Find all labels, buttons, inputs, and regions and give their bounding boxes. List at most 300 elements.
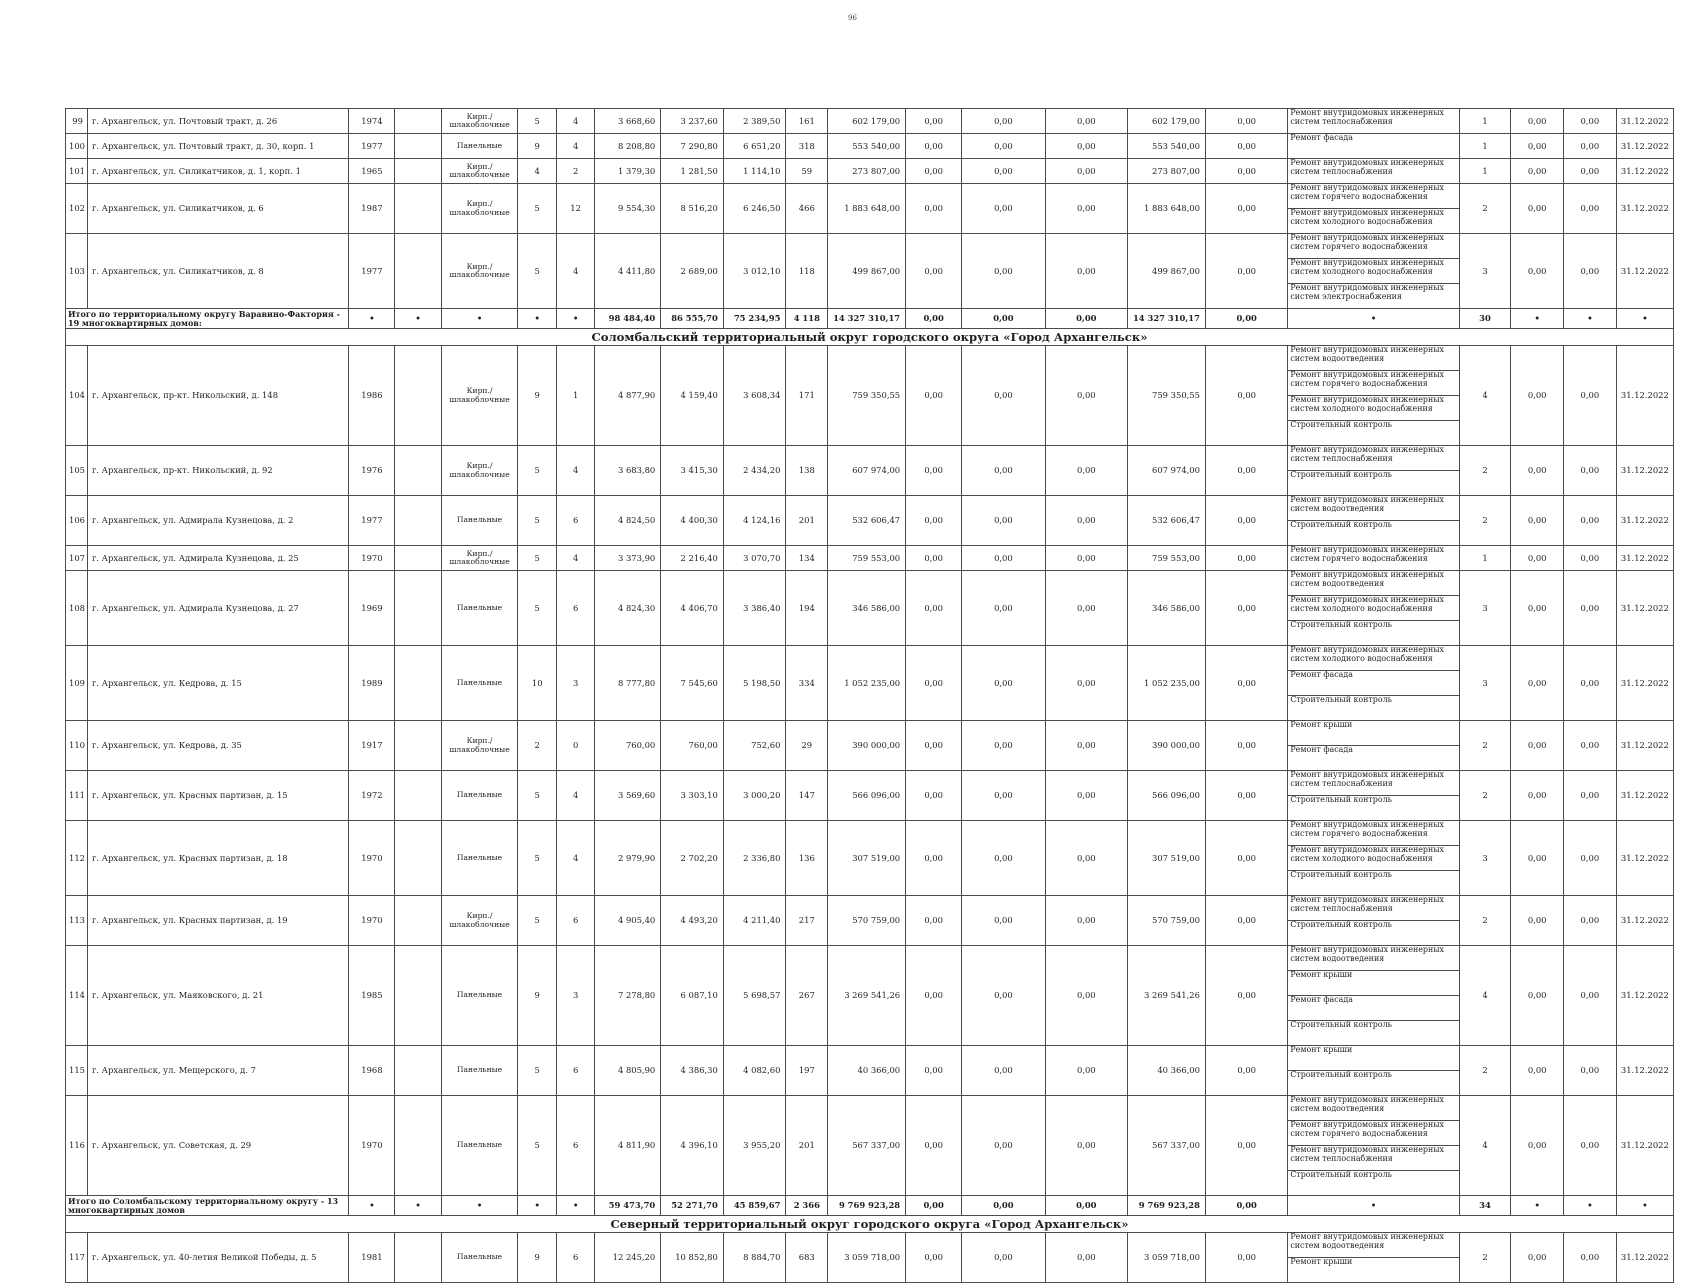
private-area: 8 884,70 xyxy=(723,1233,786,1283)
completion-deadline: 31.12.2022 xyxy=(1616,184,1673,234)
wall-material: Панельные xyxy=(441,1046,518,1096)
overhaul-year xyxy=(395,821,441,896)
district-heading-row xyxy=(66,1216,1674,1233)
repair-work-item: Ремонт фасада xyxy=(1288,671,1458,696)
repair-work-item: Ремонт внутридомовых инженерных систем холодного водоснабжения xyxy=(1290,208,1444,226)
repair-work-item: Строительный контроль xyxy=(1290,795,1392,804)
row-number: 105 xyxy=(66,446,88,496)
placeholder-dot: • xyxy=(441,309,518,329)
fund-other: 0,00 xyxy=(1205,946,1287,1046)
fund-region: 0,00 xyxy=(962,946,1045,1046)
resident-sum: 4 118 xyxy=(786,309,828,329)
resident-count: 197 xyxy=(786,1046,828,1096)
entrance-count: 6 xyxy=(556,496,594,546)
entrance-count: 4 xyxy=(556,771,594,821)
total-area: 760,00 xyxy=(595,721,661,771)
placeholder-dot: • xyxy=(349,1196,395,1216)
resident-count: 334 xyxy=(786,646,828,721)
fund-federal: 0,00 xyxy=(906,134,962,159)
commissioning-year: 1970 xyxy=(349,546,395,571)
specific-cost: 0,00 xyxy=(1511,109,1564,134)
fund-owners-sum: 14 327 310,17 xyxy=(1128,309,1206,329)
row-number: 113 xyxy=(66,896,88,946)
repair-works-list xyxy=(1288,109,1459,134)
row-number: 107 xyxy=(66,546,88,571)
living-area: 6 087,10 xyxy=(661,946,724,1046)
overhaul-year xyxy=(395,546,441,571)
fund-other: 0,00 xyxy=(1205,546,1287,571)
floor-count: 5 xyxy=(518,1096,556,1196)
fund-region: 0,00 xyxy=(962,546,1045,571)
repair-work-item: Ремонт внутридомовых инженерных систем водоотведения xyxy=(1288,946,1458,971)
completion-deadline: 31.12.2022 xyxy=(1616,546,1673,571)
overhaul-year xyxy=(395,159,441,184)
floor-count: 5 xyxy=(518,446,556,496)
total-area: 4 811,90 xyxy=(595,1096,661,1196)
wall-material: Панельные xyxy=(441,134,518,159)
fund-region: 0,00 xyxy=(962,771,1045,821)
repair-work-item: Строительный контроль xyxy=(1290,1070,1392,1079)
specific-cost: 0,00 xyxy=(1511,159,1564,184)
fund-other-sum: 0,00 xyxy=(1205,309,1287,329)
floor-count: 5 xyxy=(518,184,556,234)
repair-work-item: Строительный контроль xyxy=(1290,520,1392,529)
repair-work-item: Ремонт фасада xyxy=(1290,745,1353,754)
commissioning-year: 1969 xyxy=(349,571,395,646)
row-number: 104 xyxy=(66,346,88,446)
fund-region: 0,00 xyxy=(962,1046,1045,1096)
overhaul-year xyxy=(395,346,441,446)
district-total-row xyxy=(66,1196,1674,1216)
repair-cost-total: 40 366,00 xyxy=(828,1046,906,1096)
max-cost: 0,00 xyxy=(1564,1096,1617,1196)
fund-owners: 1 883 648,00 xyxy=(1128,184,1206,234)
floor-count: 9 xyxy=(518,134,556,159)
building-row xyxy=(66,946,1674,1046)
overhaul-year xyxy=(395,1046,441,1096)
repair-work-item: Ремонт внутридомовых инженерных систем водоотведения xyxy=(1288,496,1458,521)
entrance-count: 0 xyxy=(556,721,594,771)
max-cost: 0,00 xyxy=(1564,234,1617,309)
resident-count: 136 xyxy=(786,821,828,896)
total-area: 3 569,60 xyxy=(595,771,661,821)
building-row xyxy=(66,646,1674,721)
fund-other: 0,00 xyxy=(1205,771,1287,821)
commissioning-year: 1970 xyxy=(349,896,395,946)
overhaul-year xyxy=(395,946,441,1046)
repair-work-item: Строительный контроль xyxy=(1290,620,1392,629)
floor-count: 9 xyxy=(518,1233,556,1283)
repair-work-item: Строительный контроль xyxy=(1290,470,1392,479)
fund-city: 0,00 xyxy=(1045,646,1127,721)
placeholder-dot: • xyxy=(395,309,441,329)
building-row xyxy=(66,1233,1674,1283)
wall-material: Панельные xyxy=(441,646,518,721)
fund-other: 0,00 xyxy=(1205,446,1287,496)
building-address: г. Архангельск, ул. Советская, д. 29 xyxy=(87,1096,348,1196)
building-address: г. Архангельск, ул. Кедрова, д. 15 xyxy=(87,646,348,721)
max-cost: 0,00 xyxy=(1564,1046,1617,1096)
wall-material: Кирп./ шлакоблочные xyxy=(441,896,518,946)
fund-federal: 0,00 xyxy=(906,821,962,896)
repair-works-list xyxy=(1288,721,1459,771)
floor-count: 5 xyxy=(518,1046,556,1096)
total-area: 2 979,90 xyxy=(595,821,661,896)
repair-works-list xyxy=(1288,946,1459,1046)
fund-other: 0,00 xyxy=(1205,821,1287,896)
entrance-count: 4 xyxy=(556,446,594,496)
living-area: 7 290,80 xyxy=(661,134,724,159)
wall-material: Панельные xyxy=(441,1096,518,1196)
private-area: 3 386,40 xyxy=(723,571,786,646)
placeholder-dot: • xyxy=(556,309,594,329)
building-address: г. Архангельск, пр-кт. Никольский, д. 148 xyxy=(87,346,348,446)
private-area: 3 955,20 xyxy=(723,1096,786,1196)
fund-city-sum: 0,00 xyxy=(1045,1196,1127,1216)
row-number: 115 xyxy=(66,1046,88,1096)
overhaul-year xyxy=(395,571,441,646)
placeholder-dot: • xyxy=(349,309,395,329)
repair-work-item: Ремонт внутридомовых инженерных систем электроснабжения xyxy=(1290,283,1444,301)
fund-owners: 567 337,00 xyxy=(1128,1096,1206,1196)
overhaul-year xyxy=(395,496,441,546)
repair-work-item: Ремонт внутридомовых инженерных систем водоотведения xyxy=(1288,346,1458,371)
fund-owners: 499 867,00 xyxy=(1128,234,1206,309)
repair-cost-total: 3 269 541,26 xyxy=(828,946,906,1046)
floor-count: 5 xyxy=(518,771,556,821)
fund-region: 0,00 xyxy=(962,496,1045,546)
resident-sum: 2 366 xyxy=(786,1196,828,1216)
fund-city: 0,00 xyxy=(1045,159,1127,184)
total-area: 7 278,80 xyxy=(595,946,661,1046)
entrance-count: 1 xyxy=(556,346,594,446)
wall-material: Панельные xyxy=(441,946,518,1046)
fund-owners: 346 586,00 xyxy=(1128,571,1206,646)
floor-count: 10 xyxy=(518,646,556,721)
repair-works-list xyxy=(1288,1096,1459,1196)
repair-work-item: Ремонт крыши xyxy=(1288,1046,1458,1071)
fund-other: 0,00 xyxy=(1205,1046,1287,1096)
building-row xyxy=(66,771,1674,821)
resident-count: 161 xyxy=(786,109,828,134)
building-address: г. Архангельск, ул. Почтовый тракт, д. 30, корп. 1 xyxy=(87,134,348,159)
repair-cost-total: 566 096,00 xyxy=(828,771,906,821)
overhaul-year xyxy=(395,446,441,496)
fund-owners: 759 553,00 xyxy=(1128,546,1206,571)
repair-cost-total: 390 000,00 xyxy=(828,721,906,771)
repair-cost-total: 273 807,00 xyxy=(828,159,906,184)
building-row xyxy=(66,234,1674,309)
total-area: 4 877,90 xyxy=(595,346,661,446)
fund-other: 0,00 xyxy=(1205,896,1287,946)
commissioning-year: 1987 xyxy=(349,184,395,234)
private-area-sum: 45 859,67 xyxy=(723,1196,786,1216)
commissioning-year: 1976 xyxy=(349,446,395,496)
entrance-count: 4 xyxy=(556,234,594,309)
floor-count: 4 xyxy=(518,159,556,184)
completion-deadline: 31.12.2022 xyxy=(1616,109,1673,134)
repair-cost-total: 602 179,00 xyxy=(828,109,906,134)
resident-count: 683 xyxy=(786,1233,828,1283)
completion-deadline: 31.12.2022 xyxy=(1616,496,1673,546)
fund-federal: 0,00 xyxy=(906,546,962,571)
row-number: 100 xyxy=(66,134,88,159)
entrance-count: 6 xyxy=(556,571,594,646)
building-row xyxy=(66,159,1674,184)
placeholder-dot: • xyxy=(1288,1196,1459,1216)
resident-count: 147 xyxy=(786,771,828,821)
specific-cost: 0,00 xyxy=(1511,134,1564,159)
floor-count: 5 xyxy=(518,234,556,309)
building-row xyxy=(66,571,1674,646)
living-area: 4 400,30 xyxy=(661,496,724,546)
placeholder-dot: • xyxy=(1616,1196,1673,1216)
specific-cost: 0,00 xyxy=(1511,1046,1564,1096)
repair-work-item: Ремонт внутридомовых инженерных систем холодного водоснабжения xyxy=(1288,646,1458,671)
building-address: г. Архангельск, ул. Силикатчиков, д. 1, корп. 1 xyxy=(87,159,348,184)
completion-deadline: 31.12.2022 xyxy=(1616,234,1673,309)
fund-owners: 3 269 541,26 xyxy=(1128,946,1206,1046)
fund-owners: 759 350,55 xyxy=(1128,346,1206,446)
building-address: г. Архангельск, ул. Адмирала Кузнецова, д. 2 xyxy=(87,496,348,546)
row-number: 106 xyxy=(66,496,88,546)
repair-work-item: Ремонт фасада xyxy=(1288,996,1458,1021)
fund-federal: 0,00 xyxy=(906,496,962,546)
fund-federal: 0,00 xyxy=(906,896,962,946)
repair-work-item: Ремонт внутридомовых инженерных систем теплоснабжения xyxy=(1290,108,1444,126)
building-row xyxy=(66,446,1674,496)
fund-owners: 553 540,00 xyxy=(1128,134,1206,159)
wall-material: Кирп./ шлакоблочные xyxy=(441,546,518,571)
total-area: 3 668,60 xyxy=(595,109,661,134)
specific-cost: 0,00 xyxy=(1511,1233,1564,1283)
fund-federal-sum: 0,00 xyxy=(906,1196,962,1216)
fund-federal: 0,00 xyxy=(906,446,962,496)
entrance-count: 6 xyxy=(556,1096,594,1196)
placeholder-dot: • xyxy=(1288,309,1459,329)
fund-city: 0,00 xyxy=(1045,896,1127,946)
fund-other: 0,00 xyxy=(1205,1096,1287,1196)
fund-other: 0,00 xyxy=(1205,346,1287,446)
fund-owners: 3 059 718,00 xyxy=(1128,1233,1206,1283)
building-address: г. Архангельск, ул. Почтовый тракт, д. 26 xyxy=(87,109,348,134)
commissioning-year: 1981 xyxy=(349,1233,395,1283)
max-cost: 0,00 xyxy=(1564,946,1617,1046)
max-cost: 0,00 xyxy=(1564,896,1617,946)
floor-count: 5 xyxy=(518,896,556,946)
fund-other: 0,00 xyxy=(1205,134,1287,159)
row-number: 109 xyxy=(66,646,88,721)
fund-city: 0,00 xyxy=(1045,1233,1127,1283)
commissioning-year: 1985 xyxy=(349,946,395,1046)
works-count: 1 xyxy=(1459,546,1511,571)
repair-work-item: Ремонт внутридомовых инженерных систем холодного водоснабжения xyxy=(1288,396,1458,421)
specific-cost: 0,00 xyxy=(1511,946,1564,1046)
repair-works-list xyxy=(1288,821,1459,896)
row-number: 111 xyxy=(66,771,88,821)
total-area: 4 411,80 xyxy=(595,234,661,309)
row-number: 103 xyxy=(66,234,88,309)
fund-other: 0,00 xyxy=(1205,721,1287,771)
completion-deadline: 31.12.2022 xyxy=(1616,946,1673,1046)
works-count: 2 xyxy=(1459,721,1511,771)
completion-deadline: 31.12.2022 xyxy=(1616,446,1673,496)
repair-works-list xyxy=(1288,771,1459,821)
total-area: 4 905,40 xyxy=(595,896,661,946)
max-cost: 0,00 xyxy=(1564,134,1617,159)
row-number: 101 xyxy=(66,159,88,184)
total-area: 4 824,30 xyxy=(595,571,661,646)
fund-other: 0,00 xyxy=(1205,646,1287,721)
repair-cost-total: 3 059 718,00 xyxy=(828,1233,906,1283)
living-area: 8 516,20 xyxy=(661,184,724,234)
private-area: 3 012,10 xyxy=(723,234,786,309)
fund-region: 0,00 xyxy=(962,821,1045,896)
fund-city: 0,00 xyxy=(1045,1096,1127,1196)
fund-federal-sum: 0,00 xyxy=(906,309,962,329)
row-number: 114 xyxy=(66,946,88,1046)
works-count: 1 xyxy=(1459,109,1511,134)
specific-cost: 0,00 xyxy=(1511,721,1564,771)
fund-city: 0,00 xyxy=(1045,496,1127,546)
completion-deadline: 31.12.2022 xyxy=(1616,159,1673,184)
commissioning-year: 1977 xyxy=(349,134,395,159)
fund-region: 0,00 xyxy=(962,234,1045,309)
living-area: 4 386,30 xyxy=(661,1046,724,1096)
commissioning-year: 1972 xyxy=(349,771,395,821)
building-address: г. Архангельск, ул. Кедрова, д. 35 xyxy=(87,721,348,771)
floor-count: 2 xyxy=(518,721,556,771)
fund-region: 0,00 xyxy=(962,1233,1045,1283)
repair-work-item: Ремонт внутридомовых инженерных систем горячего водоснабжения xyxy=(1288,371,1458,396)
floor-count: 5 xyxy=(518,571,556,646)
fund-owners: 532 606,47 xyxy=(1128,496,1206,546)
fund-owners: 1 052 235,00 xyxy=(1128,646,1206,721)
building-address: г. Архангельск, ул. Адмирала Кузнецова, д. 25 xyxy=(87,546,348,571)
repair-works-list xyxy=(1288,234,1459,309)
specific-cost: 0,00 xyxy=(1511,571,1564,646)
placeholder-dot: • xyxy=(395,1196,441,1216)
fund-city: 0,00 xyxy=(1045,446,1127,496)
works-count: 2 xyxy=(1459,1233,1511,1283)
repair-cost-total: 553 540,00 xyxy=(828,134,906,159)
fund-owners: 602 179,00 xyxy=(1128,109,1206,134)
private-area: 2 434,20 xyxy=(723,446,786,496)
resident-count: 118 xyxy=(786,234,828,309)
repair-work-item: Ремонт внутридомовых инженерных систем горячего водоснабжения xyxy=(1290,545,1444,563)
placeholder-dot: • xyxy=(441,1196,518,1216)
repair-cost-total: 307 519,00 xyxy=(828,821,906,896)
repair-cost-total: 346 586,00 xyxy=(828,571,906,646)
repair-cost-total: 759 350,55 xyxy=(828,346,906,446)
total-area: 3 683,80 xyxy=(595,446,661,496)
repair-work-item: Ремонт внутридомовых инженерных систем холодного водоснабжения xyxy=(1288,596,1458,621)
specific-cost: 0,00 xyxy=(1511,546,1564,571)
fund-federal: 0,00 xyxy=(906,946,962,1046)
repair-works-list xyxy=(1288,1233,1459,1283)
floor-count: 5 xyxy=(518,109,556,134)
repair-work-item: Ремонт внутридомовых инженерных систем теплоснабжения xyxy=(1290,158,1444,176)
private-area: 6 651,20 xyxy=(723,134,786,159)
entrance-count: 4 xyxy=(556,134,594,159)
max-cost: 0,00 xyxy=(1564,646,1617,721)
resident-count: 29 xyxy=(786,721,828,771)
commissioning-year: 1970 xyxy=(349,1096,395,1196)
fund-federal: 0,00 xyxy=(906,234,962,309)
total-area-sum: 59 473,70 xyxy=(595,1196,661,1216)
commissioning-year: 1977 xyxy=(349,496,395,546)
building-row xyxy=(66,1046,1674,1096)
max-cost: 0,00 xyxy=(1564,821,1617,896)
fund-other: 0,00 xyxy=(1205,234,1287,309)
overhaul-year xyxy=(395,134,441,159)
specific-cost: 0,00 xyxy=(1511,496,1564,546)
wall-material: Кирп./ шлакоблочные xyxy=(441,446,518,496)
specific-cost: 0,00 xyxy=(1511,1096,1564,1196)
fund-owners-sum: 9 769 923,28 xyxy=(1128,1196,1206,1216)
building-address: г. Архангельск, ул. Мещерского, д. 7 xyxy=(87,1046,348,1096)
living-area: 10 852,80 xyxy=(661,1233,724,1283)
overhaul-year xyxy=(395,184,441,234)
repair-cost-sum: 9 769 923,28 xyxy=(828,1196,906,1216)
works-count: 2 xyxy=(1459,496,1511,546)
building-row xyxy=(66,496,1674,546)
fund-city: 0,00 xyxy=(1045,234,1127,309)
entrance-count: 6 xyxy=(556,896,594,946)
total-area: 8 208,80 xyxy=(595,134,661,159)
max-cost: 0,00 xyxy=(1564,184,1617,234)
max-cost: 0,00 xyxy=(1564,109,1617,134)
placeholder-dot: • xyxy=(1511,309,1564,329)
total-area: 12 245,20 xyxy=(595,1233,661,1283)
total-area: 4 824,50 xyxy=(595,496,661,546)
living-area: 4 396,10 xyxy=(661,1096,724,1196)
wall-material: Панельные xyxy=(441,821,518,896)
repair-works-list xyxy=(1288,496,1459,546)
repair-work-item: Ремонт внутридомовых инженерных систем водоотведения xyxy=(1288,1233,1458,1258)
works-count: 4 xyxy=(1459,946,1511,1046)
resident-count: 171 xyxy=(786,346,828,446)
placeholder-dot: • xyxy=(518,309,556,329)
wall-material: Панельные xyxy=(441,771,518,821)
fund-city: 0,00 xyxy=(1045,346,1127,446)
fund-federal: 0,00 xyxy=(906,1046,962,1096)
row-number: 108 xyxy=(66,571,88,646)
fund-owners: 273 807,00 xyxy=(1128,159,1206,184)
repair-work-item: Строительный контроль xyxy=(1290,420,1392,429)
repair-work-item: Ремонт внутридомовых инженерных систем горячего водоснабжения xyxy=(1288,1121,1458,1146)
building-row xyxy=(66,184,1674,234)
entrance-count: 4 xyxy=(556,546,594,571)
works-count: 1 xyxy=(1459,134,1511,159)
repair-cost-total: 1 052 235,00 xyxy=(828,646,906,721)
overhaul-year xyxy=(395,1233,441,1283)
repair-work-item: Ремонт фасада xyxy=(1290,133,1353,142)
repair-works-list xyxy=(1288,346,1459,446)
repair-works-list xyxy=(1288,134,1459,159)
wall-material: Кирп./ шлакоблочные xyxy=(441,184,518,234)
fund-city: 0,00 xyxy=(1045,821,1127,896)
building-row xyxy=(66,546,1674,571)
total-area: 4 805,90 xyxy=(595,1046,661,1096)
overhaul-year xyxy=(395,1096,441,1196)
fund-owners: 570 759,00 xyxy=(1128,896,1206,946)
capital-repair-register-table xyxy=(65,108,1674,1283)
fund-other: 0,00 xyxy=(1205,159,1287,184)
overhaul-year xyxy=(395,721,441,771)
row-number: 117 xyxy=(66,1233,88,1283)
living-area: 3 415,30 xyxy=(661,446,724,496)
